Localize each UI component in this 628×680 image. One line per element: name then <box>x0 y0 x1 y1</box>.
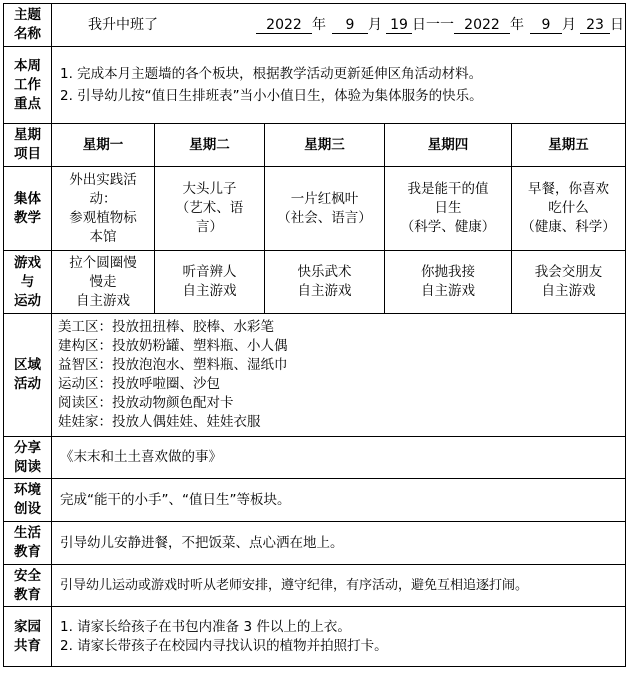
life-row <box>4 522 626 565</box>
text-line: 自主游戏 <box>541 283 596 299</box>
end-day-char: 日 <box>610 16 624 33</box>
text-line: 言） <box>196 219 223 235</box>
reading-text: 《末末和土土喜欢做的事》 <box>52 437 626 479</box>
text-line: 自主游戏 <box>297 283 352 299</box>
text-line: （健康、科学） <box>521 219 616 235</box>
focus-lines <box>60 63 625 107</box>
weekday-row <box>4 124 626 167</box>
row-label-weekday <box>4 124 52 167</box>
text-line: 快乐武术 <box>297 264 352 280</box>
text-line: 游戏 <box>14 254 41 271</box>
text-line: 教学 <box>14 209 41 226</box>
text-line: 项目 <box>14 146 41 162</box>
safety-row <box>4 565 626 607</box>
row-label-life <box>4 522 52 565</box>
games-fri <box>512 251 626 314</box>
games-row <box>4 251 626 314</box>
text-line: 娃娃家：投放人偶娃娃、娃娃衣服 <box>58 414 261 430</box>
text-line: 益智区：投放泡泡水、塑料瓶、湿纸巾 <box>58 357 288 373</box>
environment-row <box>4 479 626 522</box>
teaching-mon <box>52 167 155 251</box>
focus-cell <box>52 47 626 124</box>
text-line: 名称 <box>14 26 41 42</box>
theme-cell <box>52 4 626 47</box>
text-line: 运动区：投放呼啦圈、沙包 <box>58 376 220 392</box>
start-year-char: 年 <box>312 16 326 33</box>
weekday-thu: 星期四 <box>385 124 512 167</box>
row-label-areas <box>4 314 52 437</box>
row-label-family <box>4 607 52 667</box>
row-label-teaching <box>4 167 52 251</box>
environment-text: 完成“能干的小手”、“值日生”等板块。 <box>52 479 626 522</box>
games-thu <box>385 251 512 314</box>
text-line: 活动 <box>14 376 41 392</box>
family-row <box>4 607 626 667</box>
text-line: 拉个圆圈慢 <box>69 254 137 271</box>
weekday-tue: 星期二 <box>155 124 265 167</box>
areas-lines <box>58 318 625 432</box>
text-line: （科学、健康） <box>400 219 496 235</box>
text-line: 自主游戏 <box>182 283 237 299</box>
games-mon <box>52 251 155 314</box>
teaching-row <box>4 167 626 251</box>
text-line: 教育 <box>14 544 41 560</box>
text-line: 慢走 <box>89 273 117 290</box>
teaching-fri <box>512 167 626 251</box>
text-line: （艺术、语 <box>175 200 244 216</box>
text-line: 环境 <box>14 482 41 498</box>
text-line: 工作 <box>14 76 41 93</box>
weekday-wed: 星期三 <box>265 124 385 167</box>
teaching-wed <box>265 167 385 251</box>
text-line: 日生 <box>434 200 462 216</box>
text-line: 1. 请家长给孩子在书包内准备 3 件以上的上衣。 <box>60 618 351 635</box>
theme-row <box>4 4 626 47</box>
end-month-char: 月 <box>562 16 576 33</box>
safety-text: 引导幼儿运动或游戏时听从老师安排，遵守纪律，有序活动，避免互相追逐打闹。 <box>52 565 626 607</box>
weekday-fri: 星期五 <box>512 124 626 167</box>
areas-row <box>4 314 626 437</box>
life-text: 引导幼儿安静进餐，不把饭菜、点心洒在地上。 <box>52 522 626 565</box>
games-wed <box>265 251 385 314</box>
start-year: 2022 <box>256 17 312 34</box>
text-line: 家园 <box>14 618 41 635</box>
text-line: 美工区：投放扭扭棒、胶棒、水彩笔 <box>58 319 274 335</box>
text-line: 分享 <box>14 439 41 456</box>
teaching-thu <box>385 167 512 251</box>
text-line: 与 <box>20 273 35 290</box>
date-dash: 一一 <box>426 16 454 33</box>
text-line: 自主游戏 <box>421 283 475 299</box>
row-label-reading <box>4 437 52 479</box>
family-cell <box>52 607 626 667</box>
teaching-tue <box>155 167 265 251</box>
text-line: 吃什么 <box>548 200 589 216</box>
text-line: 教育 <box>14 586 41 603</box>
text-line: 我是能干的值 <box>407 181 489 197</box>
family-lines <box>60 618 625 656</box>
text-line: 我会交朋友 <box>534 264 603 280</box>
text-line: 早餐，你喜欢 <box>528 181 610 197</box>
text-line: 建构区：投放奶粉罐、塑料瓶、小人偶 <box>58 338 288 354</box>
text-line: 集体 <box>14 190 41 207</box>
end-day: 23 <box>580 17 610 34</box>
weekly-plan-table <box>3 3 626 667</box>
start-month-char: 月 <box>368 16 382 33</box>
text-line: 生活 <box>14 525 41 541</box>
text-line: 外出实践活 <box>69 171 137 188</box>
reading-row <box>4 437 626 479</box>
text-line: 1. 完成本月主题墙的各个板块，根据教学活动更新延伸区角活动材料。 <box>60 66 483 82</box>
text-line: 2. 请家长带孩子在校园内寻找认识的植物并拍照打卡。 <box>60 637 388 654</box>
row-label-safety <box>4 565 52 607</box>
end-year: 2022 <box>454 17 510 34</box>
text-line: 运动 <box>14 292 41 309</box>
areas-cell <box>52 314 626 437</box>
start-day-char: 日 <box>412 16 426 33</box>
row-label-theme <box>4 4 52 47</box>
text-line: 阅读区：投放动物颜色配对卡 <box>58 395 234 411</box>
row-label-games <box>4 251 52 314</box>
text-line: 你抛我接 <box>421 264 475 280</box>
start-day: 19 <box>386 17 412 34</box>
end-year-char: 年 <box>510 16 524 33</box>
start-month: 9 <box>332 17 368 34</box>
theme-title: 我升中班了 <box>88 16 158 33</box>
text-line: 区域 <box>14 357 41 373</box>
text-line: 本馆 <box>89 228 117 245</box>
text-line: 创设 <box>14 501 41 517</box>
text-line: 本周 <box>14 57 41 74</box>
text-line: 一片红枫叶 <box>290 190 359 207</box>
text-line: 参观植物标 <box>69 209 137 226</box>
row-label-environment <box>4 479 52 522</box>
end-month: 9 <box>530 17 562 34</box>
text-line: 星期 <box>14 127 41 143</box>
text-line: 阅读 <box>14 458 41 475</box>
text-line: 重点 <box>14 95 41 112</box>
text-line: 自主游戏 <box>76 292 130 309</box>
text-line: 共育 <box>14 637 41 654</box>
text-line: 主题 <box>14 7 41 23</box>
text-line: 动： <box>89 190 117 207</box>
games-tue <box>155 251 265 314</box>
text-line: 大头儿子 <box>182 181 237 197</box>
text-line: 安全 <box>14 567 41 584</box>
row-label-focus <box>4 47 52 124</box>
text-line: 2. 引导幼儿按“值日生排班表”当小小值日生，体验为集体服务的快乐。 <box>60 88 483 104</box>
focus-row <box>4 47 626 124</box>
text-line: （社会、语言） <box>277 209 372 226</box>
weekday-mon: 星期一 <box>52 124 155 167</box>
text-line: 听音辨人 <box>182 264 237 280</box>
